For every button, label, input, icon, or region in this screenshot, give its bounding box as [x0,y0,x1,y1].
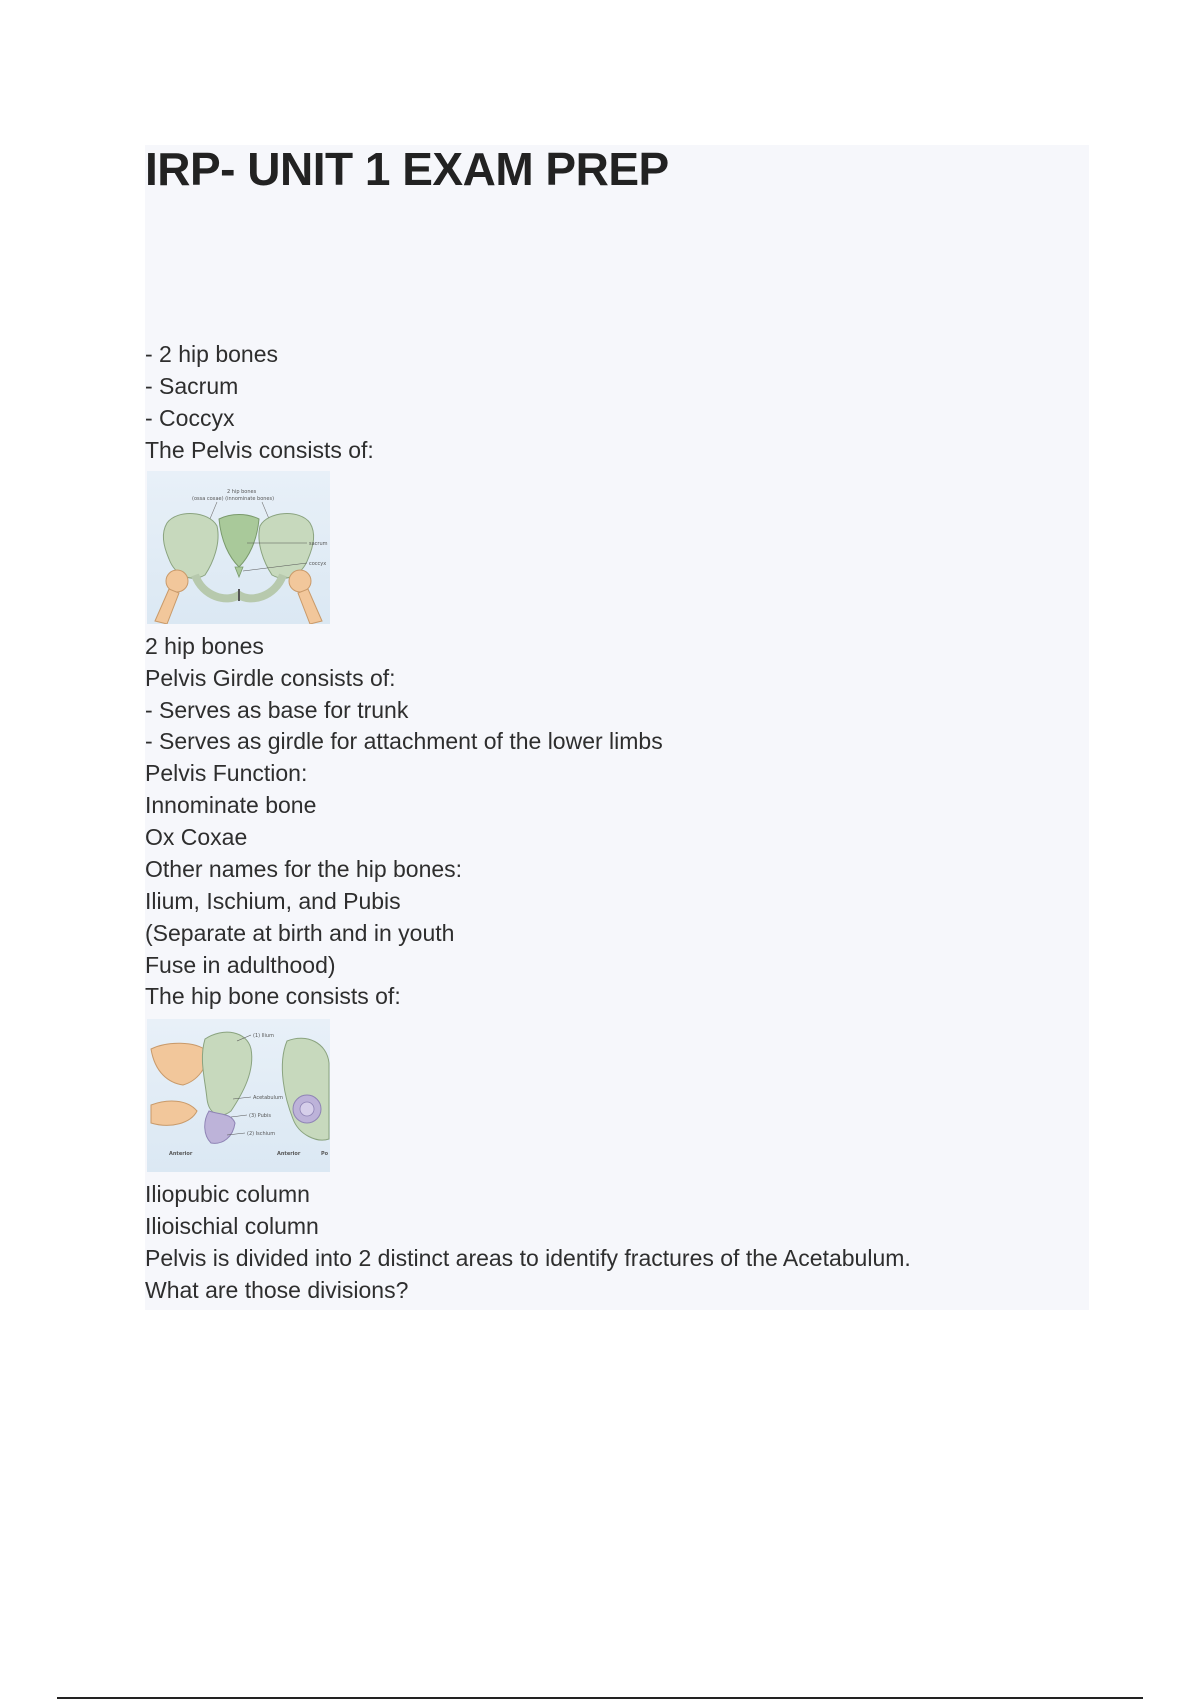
answer-innominate-bone: Innominate bone [145,792,317,818]
fig-label-ossa-coxae: (ossa coxae) (innominate bones) [192,496,275,502]
question-pelvis-function: Pelvis Function: [145,760,308,786]
hip-bone-figure [147,1019,330,1172]
question-hip-bone-consists: The hip bone consists of: [145,983,401,1009]
page-title: IRP- UNIT 1 EXAM PREP [145,143,669,195]
pelvis-figure [147,471,330,624]
fig-label-anterior-right: Anterior [277,1151,301,1157]
bullet-base-for-trunk: - Serves as base for trunk [145,697,409,723]
fig-label-ischium: (2) Ischium [247,1131,276,1137]
answer-ilium-ischium-pubis: Ilium, Ischium, and Pubis [145,888,401,914]
fig-label-hip-bones: 2 hip bones [227,489,257,495]
footer-rule [57,1697,1143,1699]
question-pelvis-consists: The Pelvis consists of: [145,437,374,463]
fig-label-coccyx: coccyx [309,561,327,567]
answer-fuse-in-adulthood: Fuse in adulthood) [145,952,336,978]
bullet-hip-bones: - 2 hip bones [145,341,278,367]
fig-label-anterior-left: Anterior [169,1151,193,1157]
fig-label-ilium: (1) Ilium [253,1033,274,1039]
answer-ilioischial-column: Ilioischial column [145,1213,319,1239]
answer-iliopubic-column: Iliopubic column [145,1181,310,1207]
fig-label-pubis: (3) Pubis [249,1113,271,1119]
fig-label-sacrum: sacrum [309,541,328,547]
question-acetabulum-fractures: Pelvis is divided into 2 distinct areas to identify fractures of the Acetabulum. [145,1245,911,1271]
bullet-sacrum: - Sacrum [145,373,239,399]
question-pelvis-girdle: Pelvis Girdle consists of: [145,665,396,691]
question-divisions: What are those divisions? [145,1277,409,1303]
fig-label-acetabulum: Acetabulum [253,1095,283,1101]
answer-hip-bones: 2 hip bones [145,633,264,659]
answer-separate-at-birth: (Separate at birth and in youth [145,920,455,946]
answer-ox-coxae: Ox Coxae [145,824,248,850]
bullet-coccyx: - Coccyx [145,405,235,431]
bullet-girdle-attachment: - Serves as girdle for attachment of the lower limbs [145,728,663,754]
question-other-names: Other names for the hip bones: [145,856,463,882]
fig-label-posterior: Po [321,1151,329,1157]
